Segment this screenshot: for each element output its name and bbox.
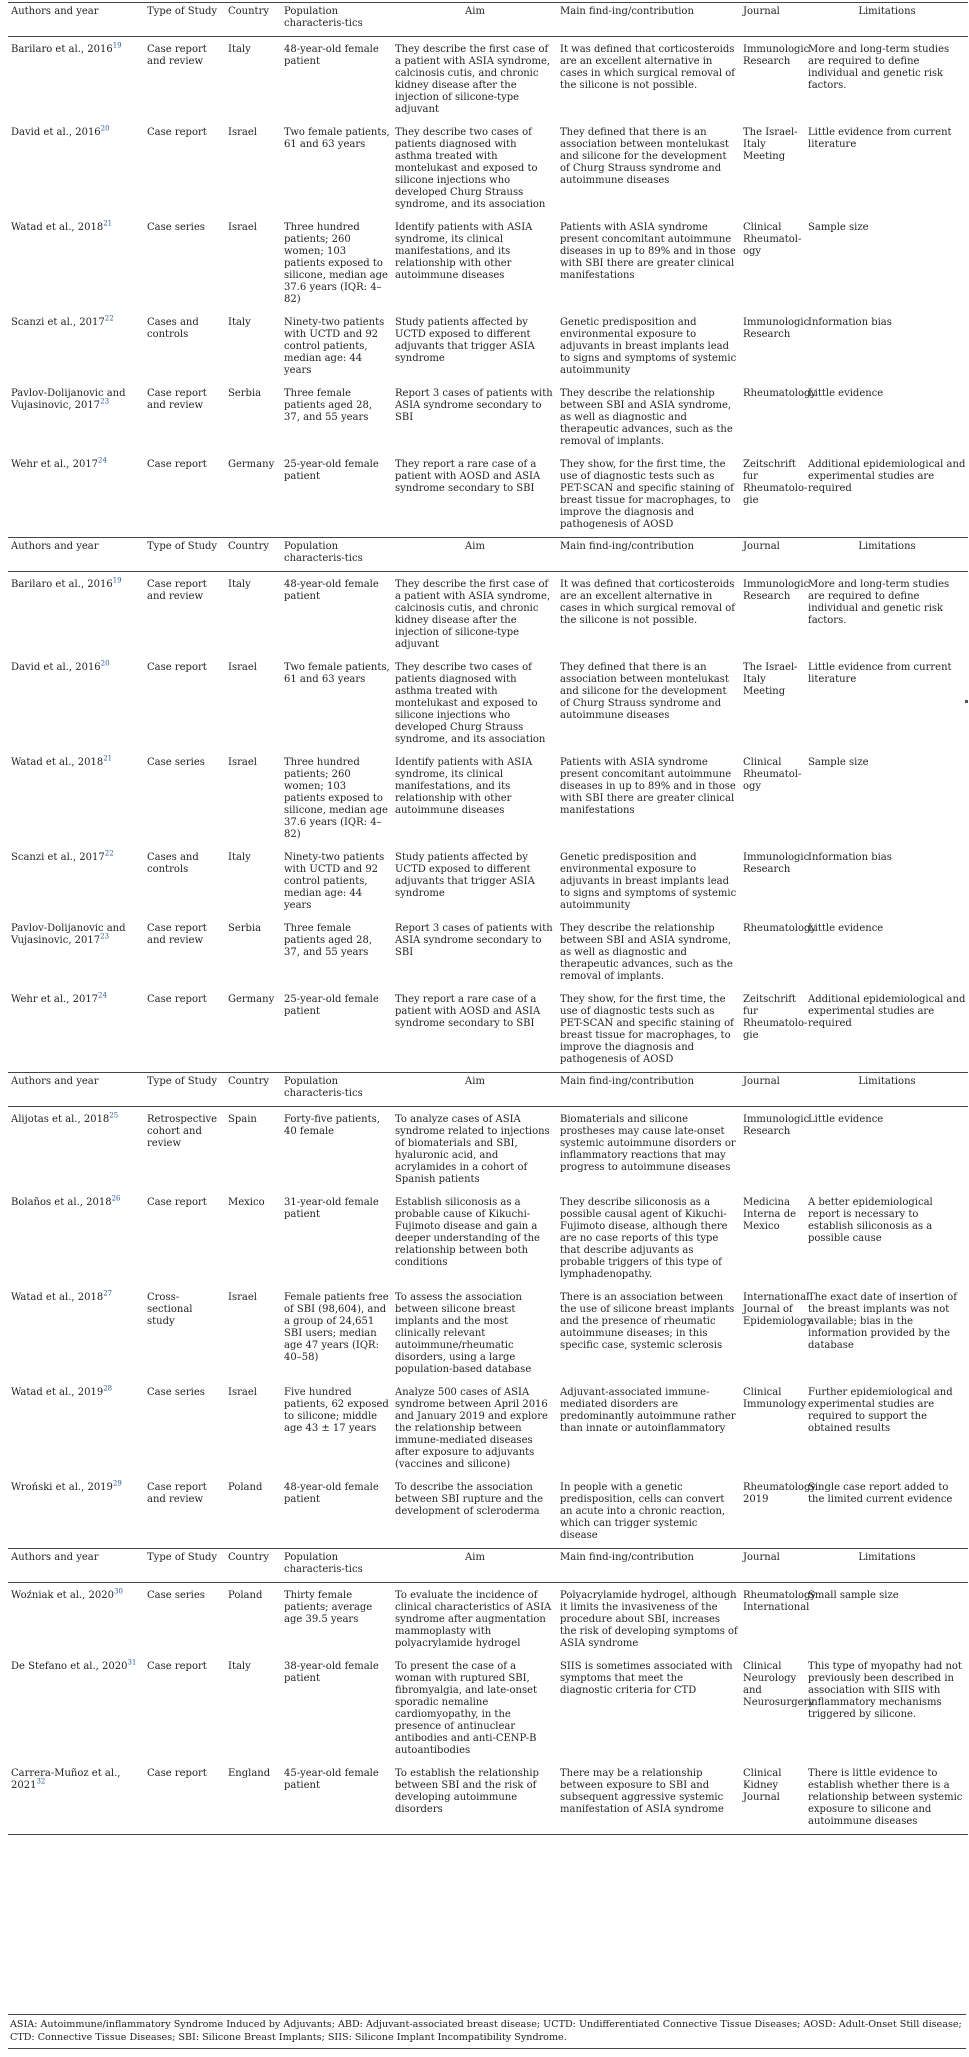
cell-population: Three hundred patients; 260 women; 103 patients exposed to silicone, median age 37.6 years (IQR: 4–82) [284,757,388,840]
cell-limitations: Additional epidemiological and experimental studies are required [805,989,968,1073]
header-aim: Aim [392,538,557,572]
table-row [8,122,968,217]
header-population: Population characteris-tics [281,538,392,572]
cell-type: Case series [147,222,205,233]
cell-author [8,217,144,312]
cell-aim: They describe the first case of a patient with ASIA syndrome, calcinosis cutis, and chronic kidney disease after the injection of silicone-type adjuvant [395,579,551,650]
cell-limitations: A better epidemiological report is necessary to establish siliconosis as a possible cause [808,1197,933,1244]
cell-author [8,312,144,383]
reference-link[interactable]: 22 [104,849,114,858]
cell-limitations: Little evidence [808,388,884,399]
cell-population: 25-year-old female patient [281,989,392,1073]
cell-limitations: Further epidemiological and experimental studies are required to support the obtained results [808,1387,953,1434]
cell-finding: They describe the relationship between SBI and ASIA syndrome, as well as diagnostic and therapeutic advances, such as the removal of implants. [560,923,733,982]
cell-finding: Biomaterials and silicone prostheses may cause late-onset systemic autoimmune disorders or inflammatory reactions that may progress to autoimmune diseases [560,1114,736,1173]
cell-limitations: Little evidence [808,1114,884,1125]
header-country: Country [225,538,281,572]
reference-link[interactable]: 21 [103,754,113,763]
cell-type: Cross-sectional study [147,1292,193,1327]
header-type: Type of Study [144,538,225,572]
cell-author [8,752,144,847]
table-row [8,1382,968,1477]
cell-population: 31-year-old female patient [284,1197,379,1220]
reference-link[interactable]: 24 [98,456,107,465]
cell-type: Case report and review [144,1477,225,1549]
cell-author [8,989,144,1073]
table-row [8,383,968,454]
cell-journal: Clinical Rheumatol-ogy [743,222,802,257]
cell-finding: Patients with ASIA syndrome present concomitant autoimmune diseases in up to 89% and in those with SBI there are greater clinical manifestations [560,222,736,281]
reference-link[interactable]: 32 [36,1777,46,1786]
cell-population: Three hundred patients; 260 women; 103 patients exposed to silicone, median age 37.6 years (IQR: 4–82) [284,222,388,305]
cell-aim: Study patients affected by UCTD exposed to different adjuvants that trigger ASIA syndrome [395,852,535,899]
author-text: Watad et al., 2018 [11,1292,104,1303]
cell-limitations: Single case report added to the limited current evidence [805,1477,968,1549]
cell-country: England [225,1763,281,1835]
header-population: Population characteris-tics [281,3,392,37]
cell-limitations: There is little evidence to establish whether there is a relationship between systemic exposure to silicone and autoimmune diseases [805,1763,968,1835]
author-text: De Stefano et al., 2020 [11,1661,128,1672]
cell-country: Poland [228,1590,263,1601]
cell-author [8,1583,144,1657]
cell-population: Two female patients, 61 and 63 years [284,662,390,685]
author-text: Wehr et al., 2017 [11,459,99,470]
cell-country: Israel [228,222,257,233]
cell-country: Germany [225,989,281,1073]
cell-finding: There may be a relationship between exposure to SBI and subsequent aggressive systemic manifestation of ASIA syndrome [557,1763,740,1835]
cell-finding: They describe the relationship between SBI and ASIA syndrome, as well as diagnostic and therapeutic advances, such as the removal of implants. [560,388,733,447]
cell-limitations: More and long-term studies are required to define individual and genetic risk factors. [808,44,950,91]
margin-mark [965,700,968,703]
cell-finding: Genetic predisposition and environmental exposure to adjuvants in breast implants lead to signs and symptoms of systemic autoimmunity [560,852,737,911]
cell-aim: To describe the association between SBI rupture and the development of scleroderma [392,1477,557,1549]
cell-journal: Zeitschrift fur Rheumatolo-gie [740,454,805,538]
reference-link[interactable]: 28 [103,1384,113,1393]
cell-author [8,1107,144,1193]
cell-country: Israel [228,1292,257,1303]
cell-type: Case report [147,1661,207,1672]
cell-author [8,1382,144,1477]
header-country: Country [225,1549,281,1583]
cell-journal: Rheumatology International [743,1590,817,1613]
cell-journal: Medicina Interna de Mexico [743,1197,797,1232]
cell-finding: SIIS is sometimes associated with symptoms that meet the diagnostic criteria for CTD [560,1661,733,1696]
cell-country: Israel [228,127,257,138]
cell-aim: Analyze 500 cases of ASIA syndrome between April 2016 and January 2019 and explore the relationship between immune-mediated diseases after exposure to adjuvants (vaccines and silicone) [395,1387,548,1470]
cell-aim: They describe two cases of patients diagnosed with asthma treated with montelukast and exposed to silicone injections who developed Churg Strauss syndrome, and its association [395,127,546,210]
cell-finding: They defined that there is an association between montelukast and silicone for the development of Churg Strauss syndrome and autoimmune diseases [560,127,729,186]
table-row [8,989,968,1073]
cell-author [8,122,144,217]
table-header-row [8,538,968,572]
author-text: Scanzi et al., 2017 [11,317,105,328]
reference-link[interactable]: 23 [100,932,110,941]
reference-link[interactable]: 19 [112,41,122,50]
cell-country: Italy [228,317,251,328]
author-text: David et al., 2016 [11,662,101,673]
cell-limitations: The exact date of insertion of the breast implants was not available; bias in the information provided by the database [808,1292,957,1351]
cell-aim: Study patients affected by UCTD exposed to different adjuvants that trigger ASIA syndrome [395,317,535,364]
table-header-row [8,1549,968,1583]
cell-journal: Rheumatology 2019 [740,1477,805,1549]
cell-limitations: Small sample size [808,1590,899,1601]
cell-limitations: Additional epidemiological and experimental studies are required [805,454,968,538]
cell-author [8,847,144,918]
cell-type: Cases and controls [147,317,199,340]
reference-link[interactable]: 27 [103,1289,113,1298]
header-journal: Journal [740,538,805,572]
table-row [8,1477,968,1549]
cell-finding: Adjuvant-associated immune-mediated disorders are predominantly autoimmune rather than innate or autoinflammatory [560,1387,736,1434]
cell-aim: To present the case of a woman with ruptured SBI, fibromyalgia, and late-onset sporadic nemaline cardiomyopathy, in the presence of antinuclear antibodies and anti-CENP-B autoantibodies [395,1661,538,1756]
cell-aim: To evaluate the incidence of clinical characteristics of ASIA syndrome after augmentation mammoplasty with polyacrylamide hydrogel [395,1590,552,1649]
header-country: Country [225,3,281,37]
header-authors: Authors and year [8,1073,144,1107]
cell-limitations: Little evidence [808,923,884,934]
cell-finding: Polyacrylamide hydrogel, although it limits the invasiveness of the procedure about SBI, increases the risk of developing symptoms of ASIA syndrome [560,1590,738,1649]
header-authors: Authors and year [8,3,144,37]
cell-limitations: More and long-term studies are required to define individual and genetic risk factors. [808,579,950,626]
cell-type: Case series [147,1387,205,1398]
table-row [8,1583,968,1657]
header-finding: Main find-ing/contribution [557,538,740,572]
cell-type: Cases and controls [147,852,199,875]
table-row [8,572,968,658]
cell-aim: Report 3 cases of patients with ASIA syndrome secondary to SBI [395,923,553,958]
author-text: Bolaños et al., 2018 [11,1197,112,1208]
cell-country: Poland [225,1477,281,1549]
header-population: Population characteris-tics [281,1073,392,1107]
cell-aim: They report a rare case of a patient with AOSD and ASIA syndrome secondary to SBI [392,454,557,538]
cell-journal: Immunologic Research [743,44,810,67]
cell-type: Case report and review [147,579,207,602]
cell-author [8,657,144,752]
cell-country: Serbia [228,923,262,934]
cell-population: Ninety-two patients with UCTD and 92 control patients, median age: 44 years [284,852,385,911]
author-text: Barilaro et al., 2016 [11,579,113,590]
cell-aim: To analyze cases of ASIA syndrome related to injections of biomaterials and SBI, hyaluronic acid, and acrylamides in a cohort of Spanish patients [395,1114,550,1185]
table-row [8,1192,968,1287]
cell-author [8,383,144,454]
header-aim: Aim [392,1549,557,1583]
cell-journal: Immunologic Research [743,1114,810,1137]
cell-aim: To assess the association between silicone breast implants and the most clinically relevant autoimmune/rheumatic disorders, using a large population-based database [395,1292,532,1375]
cell-type: Case report and review [147,923,207,946]
author-text: Woźniak et al., 2020 [11,1590,114,1601]
cell-journal: International Journal of Epidemiology [743,1292,813,1327]
table-header-row [8,3,968,37]
cell-journal: Clinical Neurology and Neurosurgery [743,1661,815,1708]
reference-link[interactable]: 21 [103,219,113,228]
cell-finding: There is an association between the use of silicone breast implants and the presence of rheumatic autoimmune diseases; in this specific case, systemic sclerosis [560,1292,735,1351]
cell-journal: The Israel-Italy Meeting [743,127,798,162]
literature-table [8,2,968,1835]
author-text: Watad et al., 2019 [11,1387,104,1398]
header-type: Type of Study [144,3,225,37]
header-limitations: Limitations [805,1073,968,1107]
cell-country: Italy [228,579,251,590]
cell-journal: The Israel-Italy Meeting [743,662,798,697]
cell-journal: Immunologic Research [743,852,810,875]
cell-journal: Clinical Rheumatol-ogy [743,757,802,792]
cell-finding: Patients with ASIA syndrome present concomitant autoimmune diseases in up to 89% and in those with SBI there are greater clinical manifestations [560,757,736,816]
cell-type: Case report [144,454,225,538]
author-text: Scanzi et al., 2017 [11,852,105,863]
author-text: Carrera-Muñoz et al., 2021 [11,1768,121,1791]
cell-type: Case report [144,989,225,1073]
author-text: Wehr et al., 2017 [11,994,99,1005]
reference-link[interactable]: 25 [109,1111,119,1120]
table-row [8,1763,968,1835]
cell-type: Case series [147,1590,205,1601]
table-row [8,1656,968,1763]
cell-population: 25-year-old female patient [281,454,392,538]
cell-limitations: Little evidence from current literature [808,127,952,150]
cell-population: Female patients free of SBI (98,604), and a group of 24,651 SBI users; median age 47 years (IQR: 40–58) [284,1292,389,1363]
reference-link[interactable]: 20 [100,124,110,133]
cell-population: Five hundred patients, 62 exposed to silicone; middle age 43 ± 17 years [284,1387,389,1434]
cell-finding: It was defined that corticosteroids are an excellent alternative in cases in which surgical removal of the silicone is not possible. [560,579,735,626]
cell-finding: They defined that there is an association between montelukast and silicone for the development of Churg Strauss syndrome and autoimmune diseases [560,662,729,721]
header-finding: Main find-ing/contribution [557,3,740,37]
author-text: Pavlov-Dolijanovic and Vujasinovic, 2017 [11,923,126,946]
cell-journal: Rheumatology [743,923,817,934]
cell-finding: They describe siliconosis as a possible causal agent of Kikuchi-Fujimoto disease, although there are no case reports of this type that describe adjuvants as probable triggers of this type of lymphadenopathy. [560,1197,728,1280]
cell-author [8,1763,144,1835]
cell-country: Israel [228,662,257,673]
author-text: Wroński et al., 2019 [11,1482,113,1493]
header-journal: Journal [740,3,805,37]
table-row [8,454,968,538]
cell-journal: Clinical Kidney Journal [740,1763,805,1835]
header-limitations: Limitations [805,538,968,572]
table-row [8,37,968,123]
cell-aim: Identify patients with ASIA syndrome, its clinical manifestations, and its relationship with other autoimmune diseases [395,222,533,281]
cell-population: Forty-five patients, 40 female [284,1114,380,1137]
cell-type: Case report [147,127,207,138]
cell-population: 38-year-old female patient [284,1661,379,1684]
cell-finding: In people with a genetic predisposition, cells can convert an acute into a chronic reaction, which can trigger systemic disease [557,1477,740,1549]
cell-country: Israel [228,757,257,768]
cell-author [8,918,144,989]
cell-aim: Identify patients with ASIA syndrome, its clinical manifestations, and its relationship with other autoimmune diseases [395,757,533,816]
cell-finding: They show, for the first time, the use of diagnostic tests such as PET-SCAN and specific staining of breast tissue for macrophages, to improve the diagnosis and pathogenesis of AOSD [557,454,740,538]
cell-aim: They describe two cases of patients diagnosed with asthma treated with montelukast and exposed to silicone injections who developed Churg Strauss syndrome, and its association [395,662,546,745]
table-row [8,312,968,383]
cell-population: Two female patients, 61 and 63 years [284,127,390,150]
header-aim: Aim [392,1073,557,1107]
cell-population: Three female patients aged 28, 37, and 55 years [284,388,373,423]
author-text: Barilaro et al., 2016 [11,44,113,55]
cell-country: Serbia [228,388,262,399]
table-row [8,1107,968,1193]
cell-author [8,454,144,538]
cell-finding: Genetic predisposition and environmental exposure to adjuvants in breast implants lead to signs and symptoms of systemic autoimmunity [560,317,737,376]
header-country: Country [225,1073,281,1107]
cell-aim: Establish siliconosis as a probable cause of Kikuchi-Fujimoto disease and gain a deeper understanding of the relationship between both conditions [395,1197,540,1268]
cell-type: Case report and review [147,388,207,411]
cell-type: Retrospective cohort and review [147,1114,218,1149]
table-footnote: ASIA: Autoimmune/inflammatory Syndrome Induced by Adjuvants; ABD: Adjuvant-associated breast disease; UCTD: Undifferentiated Connective Tissue Diseases; AOSD: Adult-Onset Still disease; CTD: Connective Tissue Diseases; SBI: Silicone Breast Implants; SIIS: Silicone Implant Incompatibility Syndrome. [8,2014,966,2049]
header-limitations: Limitations [805,3,968,37]
reference-link[interactable]: 29 [112,1479,122,1488]
reference-link[interactable]: 24 [98,991,107,1000]
cell-aim: Report 3 cases of patients with ASIA syndrome secondary to SBI [395,388,553,423]
cell-aim: They report a rare case of a patient with AOSD and ASIA syndrome secondary to SBI [392,989,557,1073]
header-finding: Main find-ing/contribution [557,1073,740,1107]
cell-aim: To establish the relationship between SBI and the risk of developing autoimmune disorders [392,1763,557,1835]
cell-author [8,1656,144,1763]
header-type: Type of Study [144,1073,225,1107]
cell-author [8,1192,144,1287]
reference-link[interactable]: 22 [104,314,114,323]
cell-country: Germany [225,454,281,538]
cell-population: 48-year-old female patient [284,579,379,602]
cell-type: Case report and review [147,44,207,67]
cell-journal: Immunologic Research [743,317,810,340]
author-text: Watad et al., 2018 [11,757,104,768]
cell-population: Thirty female patients; average age 39.5 years [284,1590,373,1625]
author-text: Alijotas et al., 2018 [11,1114,110,1125]
cell-type: Case report [147,1197,207,1208]
cell-author [8,572,144,658]
header-population: Population characteris-tics [281,1549,392,1583]
header-journal: Journal [740,1073,805,1107]
header-limitations: Limitations [805,1549,968,1583]
cell-finding: It was defined that corticosteroids are an excellent alternative in cases in which surgical removal of the silicone is not possible. [560,44,735,91]
cell-population: Ninety-two patients with UCTD and 92 control patients, median age: 44 years [284,317,385,376]
table-row [8,918,968,989]
author-text: David et al., 2016 [11,127,101,138]
table-row [8,752,968,847]
cell-limitations: Information bias [808,852,892,863]
cell-author [8,1477,144,1549]
author-text: Watad et al., 2018 [11,222,104,233]
cell-limitations: Sample size [808,222,869,233]
author-text: Pavlov-Dolijanovic and Vujasinovic, 2017 [11,388,126,411]
cell-journal: Rheumatology [743,388,817,399]
cell-country: Italy [228,44,251,55]
cell-limitations: Information bias [808,317,892,328]
cell-type: Case report [144,1763,225,1835]
header-aim: Aim [392,3,557,37]
cell-population: 45-year-old female patient [281,1763,392,1835]
cell-population: Three female patients aged 28, 37, and 55 years [284,923,373,958]
table-row [8,657,968,752]
header-authors: Authors and year [8,538,144,572]
cell-limitations: Little evidence from current literature [808,662,952,685]
cell-population: 48-year-old female patient [281,1477,392,1549]
header-journal: Journal [740,1549,805,1583]
cell-author [8,37,144,123]
reference-link[interactable]: 19 [112,576,122,585]
cell-author [8,1287,144,1382]
cell-country: Italy [228,1661,251,1672]
header-authors: Authors and year [8,1549,144,1583]
cell-country: Italy [228,852,251,863]
table-row [8,1287,968,1382]
cell-population: 48-year-old female patient [284,44,379,67]
cell-type: Case report [147,662,207,673]
reference-link[interactable]: 31 [127,1658,137,1667]
cell-type: Case series [147,757,205,768]
table-row [8,217,968,312]
cell-journal: Immunologic Research [743,579,810,602]
table-body [8,3,968,1835]
cell-country: Israel [228,1387,257,1398]
table-row [8,847,968,918]
reference-link[interactable]: 23 [100,397,110,406]
reference-link[interactable]: 26 [111,1194,121,1203]
cell-finding: They show, for the first time, the use of diagnostic tests such as PET-SCAN and specific staining of breast tissue for macrophages, to improve the diagnosis and pathogenesis of AOSD [557,989,740,1073]
header-type: Type of Study [144,1549,225,1583]
cell-country: Mexico [228,1197,265,1208]
cell-journal: Clinical Immunology [743,1387,807,1410]
table-header-row [8,1073,968,1107]
cell-country: Spain [228,1114,257,1125]
cell-limitations: Sample size [808,757,869,768]
cell-aim: They describe the first case of a patient with ASIA syndrome, calcinosis cutis, and chronic kidney disease after the injection of silicone-type adjuvant [395,44,551,115]
cell-journal: Zeitschrift fur Rheumatolo-gie [740,989,805,1073]
reference-link[interactable]: 20 [100,659,110,668]
reference-link[interactable]: 30 [114,1587,123,1596]
header-finding: Main find-ing/contribution [557,1549,740,1583]
cell-limitations: This type of myopathy had not previously been described in association with SIIS with inflammatory mechanisms triggered by silicone. [808,1661,962,1720]
